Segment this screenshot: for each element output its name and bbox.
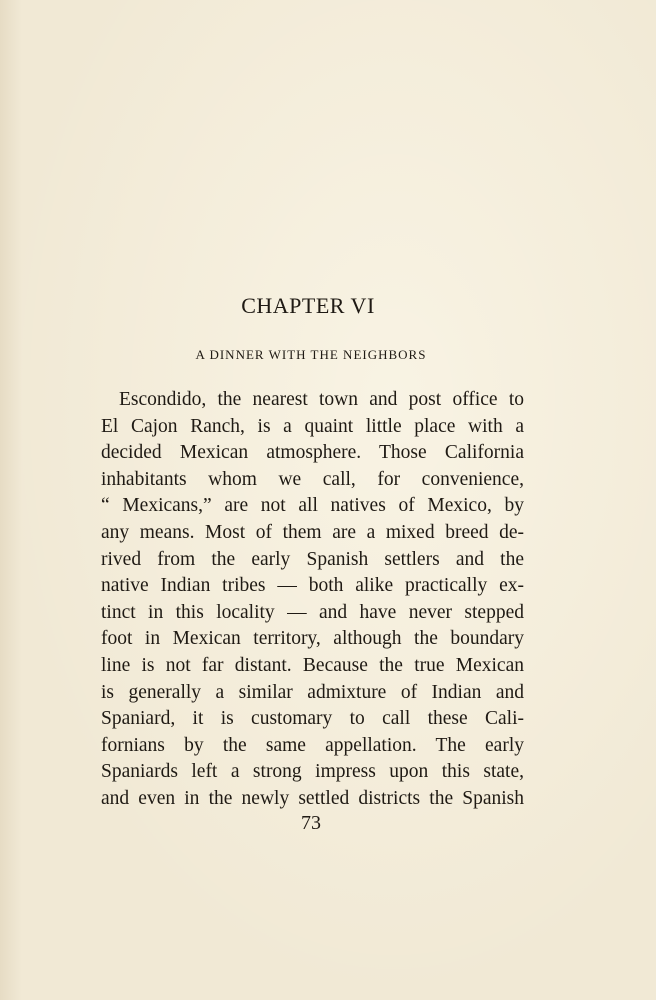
text-line: and even in the newly settled districts the Spanish [101, 787, 524, 809]
text-line: El Cajon Ranch, is a quaint little place with a [101, 415, 524, 437]
chapter-title: CHAPTER VI [241, 293, 375, 318]
text-line: decided Mexican atmosphere. Those California [101, 442, 524, 464]
text-line: line is not far distant. Because the true Mexican [101, 654, 524, 676]
text-line: Spaniards left a strong impress upon this state, [101, 761, 524, 783]
body-text [101, 387, 524, 813]
text-line: fornians by the same appellation. The early [101, 734, 524, 756]
text-line: inhabitants whom we call, for convenience, [101, 468, 524, 490]
text-line: tinct in this locality — and have never stepped [101, 601, 524, 623]
text-line: Spaniard, it is customary to call these Cali- [101, 708, 524, 730]
text-line: foot in Mexican territory, although the boundary [101, 628, 524, 650]
text-line: “ Mexicans,” are not all natives of Mexico, by [101, 495, 524, 517]
page-number: 73 [301, 812, 321, 834]
text-line: rived from the early Spanish settlers and the [101, 548, 524, 570]
text-line: native Indian tribes — both alike practically ex- [101, 575, 524, 597]
text-line: is generally a similar admixture of Indian and [101, 681, 524, 703]
text-line: any means. Most of them are a mixed breed de- [101, 521, 524, 543]
chapter-subtitle: A DINNER WITH THE NEIGHBORS [195, 347, 427, 362]
text-line: Escondido, the nearest town and post office to [119, 389, 524, 410]
